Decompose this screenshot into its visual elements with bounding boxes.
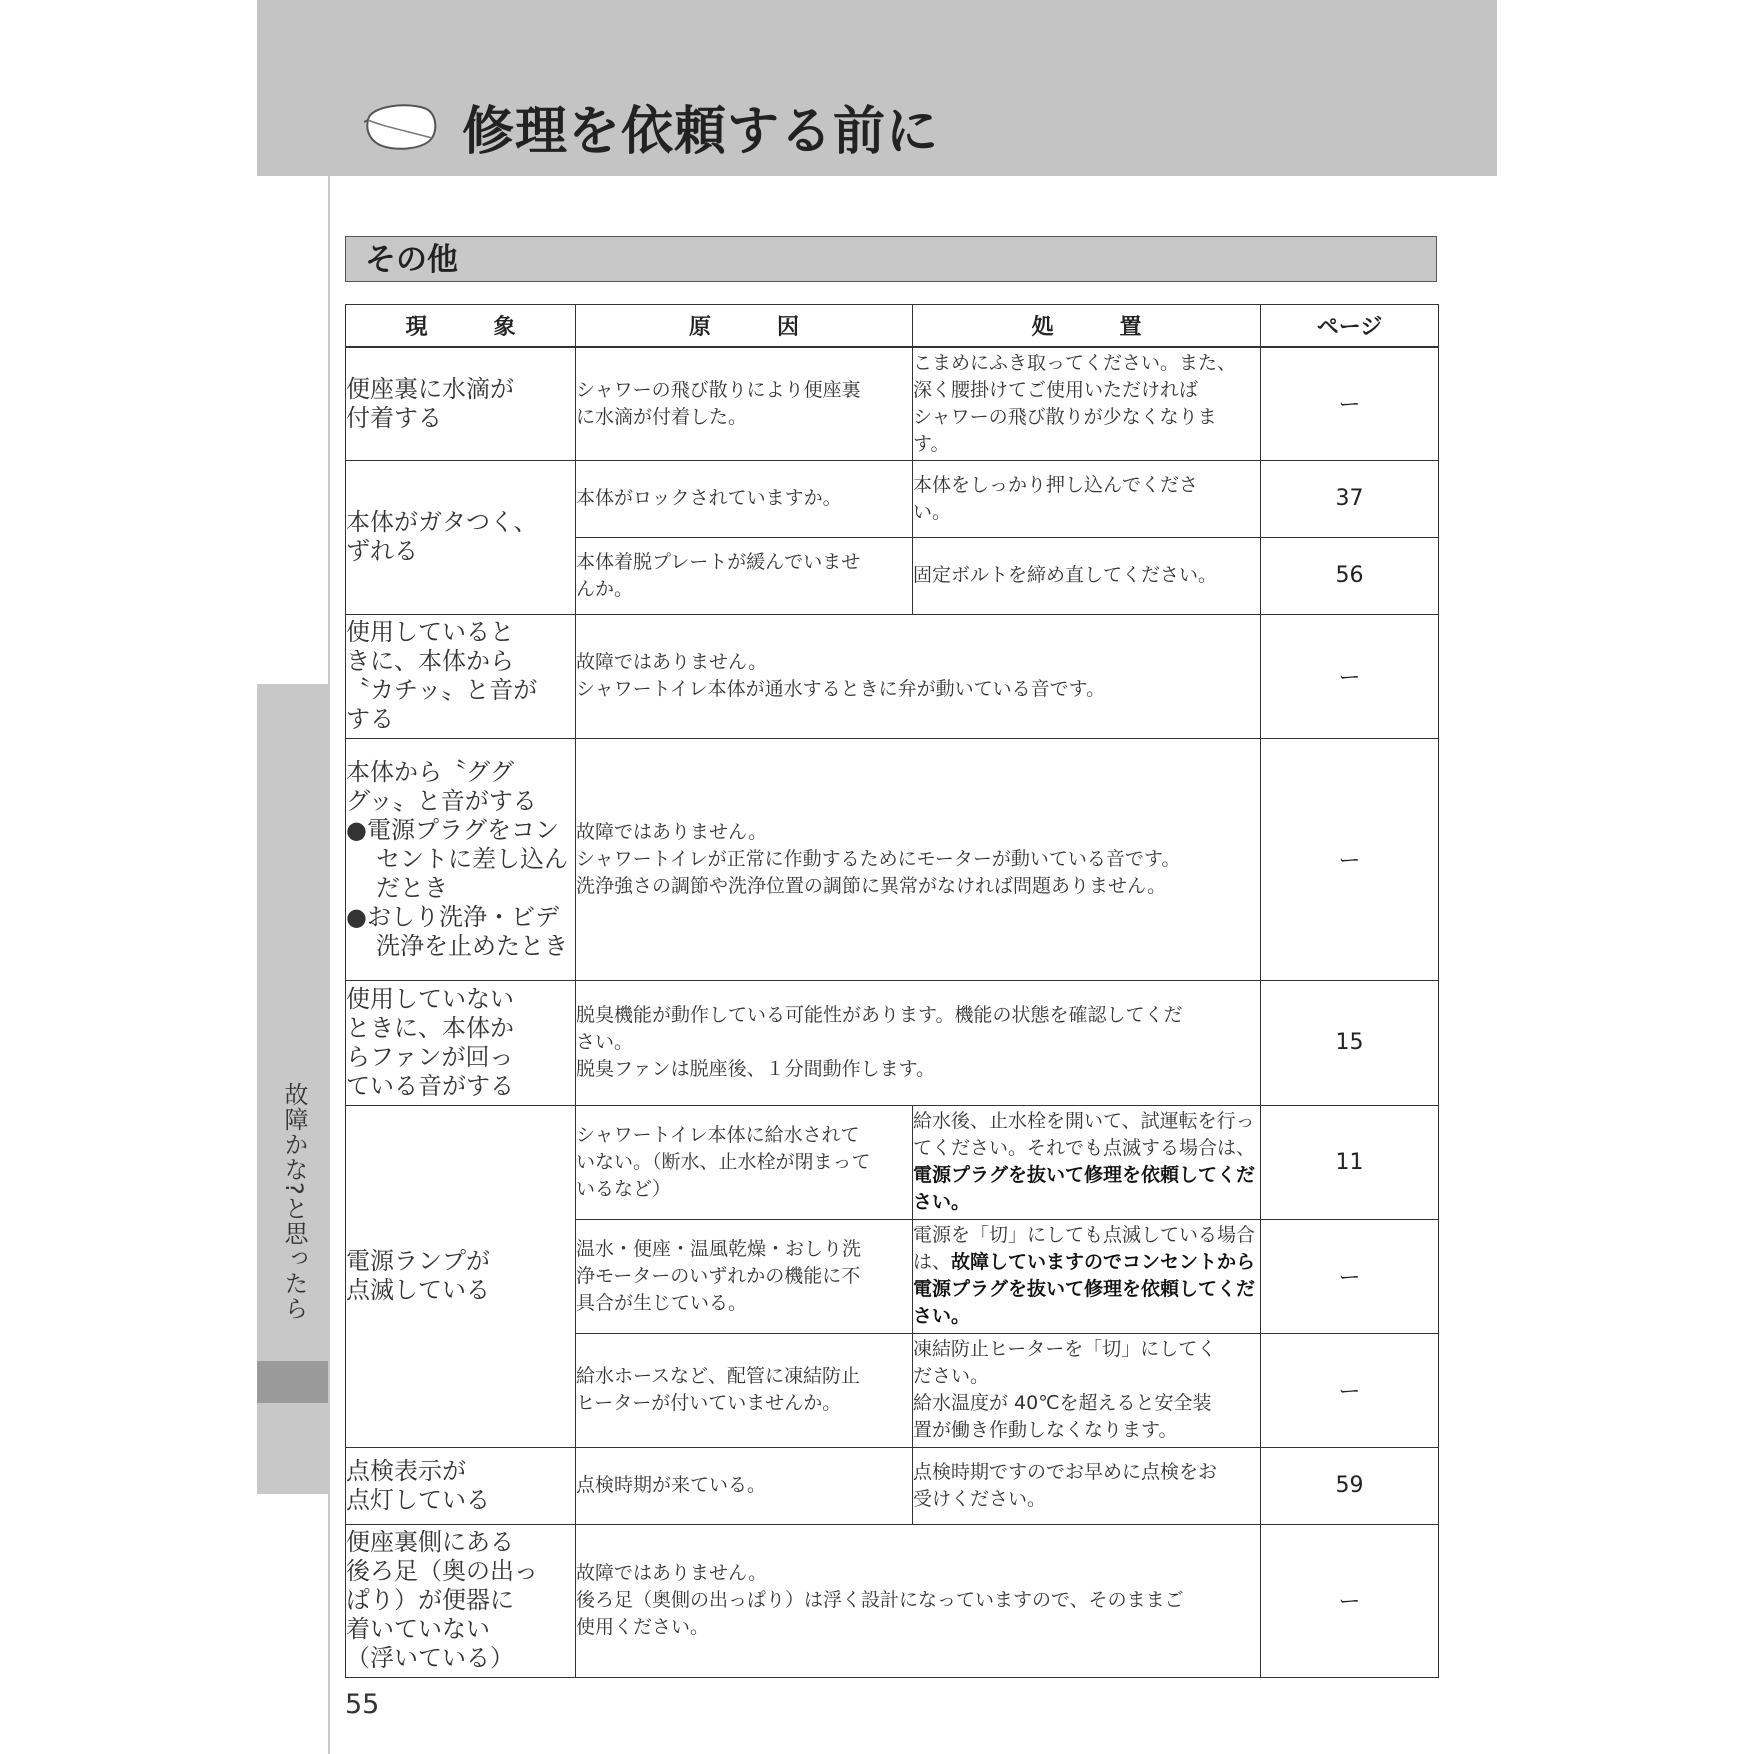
page-title: 修理を依頼する前に xyxy=(462,102,940,162)
cause-cell: 点検時期が来ている。 xyxy=(576,1447,913,1524)
table-row xyxy=(346,1447,1439,1524)
page-cell: ー xyxy=(1261,614,1439,738)
symptom-cell: 点検表示が 点灯している xyxy=(346,1447,576,1524)
page-cell: 37 xyxy=(1261,460,1439,537)
remedy-cell: 電源を「切」にしても点滅している場合は、故障していますのでコンセントから電源プラグを抜いて修理を依頼してください。 xyxy=(913,1219,1261,1333)
left-rule xyxy=(328,176,330,1754)
cause-cell: シャワートイレ本体に給水されて いない。（断水、止水栓が閉まって いるなど） xyxy=(576,1105,913,1219)
page-cell: 56 xyxy=(1261,537,1439,614)
remedy-cell: 点検時期ですのでお早めに点検をお 受けください。 xyxy=(913,1447,1261,1524)
cause-cell: 本体がロックされていますか。 xyxy=(576,460,913,537)
symptom-cell: 便座裏に水滴が 付着する xyxy=(346,347,576,460)
side-tab-label: 故障かな?と思ったら xyxy=(280,1082,308,1321)
symptom-cell: 便座裏側にある 後ろ足（奥の出っ ぱり）が便器に 着いていない （浮いている） xyxy=(346,1524,576,1677)
page-cell: ー xyxy=(1261,1333,1439,1447)
emphasis-text: 電源プラグを抜いて修理を依頼してください。 xyxy=(913,1164,1256,1213)
remedy-cell: 本体をしっかり押し込んでくださ い。 xyxy=(913,460,1261,537)
page-cell: 15 xyxy=(1261,980,1439,1105)
table-row xyxy=(346,347,1439,460)
symptom-cell: 使用していない ときに、本体か らファンが回っ ている音がする xyxy=(346,980,576,1105)
table-row xyxy=(346,1524,1439,1677)
page-cell: ー xyxy=(1261,738,1439,980)
symptom-cell: 本体から〝ググ グッ〟と音がする ●電源プラグをコンセントに差し込んだとき ●おしり洗浄・ビデ洗浄を止めたとき xyxy=(346,738,576,980)
page-cell: 59 xyxy=(1261,1447,1439,1524)
troubleshooting-table xyxy=(345,304,1439,1678)
symptom-cell: 本体がガタつく、 ずれる xyxy=(346,460,576,614)
remedy-cell: 凍結防止ヒーターを「切」にしてく ださい。 給水温度が 40℃を超えると安全装 置が働き作動しなくなります。 xyxy=(913,1333,1261,1447)
explanation-cell: 故障ではありません。 シャワートイレ本体が通水するときに弁が動いている音です。 xyxy=(576,614,1261,738)
table-row xyxy=(346,980,1439,1105)
explanation-cell: 故障ではありません。 後ろ足（奥側の出っぱり）は浮く設計になっていますので、そのままご 使用ください。 xyxy=(576,1524,1261,1677)
header-cause: 原 因 xyxy=(576,305,913,348)
cause-cell: 温水・便座・温風乾燥・おしり洗 浄モーターのいずれかの機能に不 具合が生じている。 xyxy=(576,1219,913,1333)
header-remedy: 処 置 xyxy=(913,305,1261,348)
remedy-cell: 給水後、止水栓を開いて、試運転を行ってください。それでも点滅する場合は、電源プラグを抜いて修理を依頼してください。 xyxy=(913,1105,1261,1219)
symptom-cell: 電源ランプが 点滅している xyxy=(346,1105,576,1447)
symptom-bullet: ●おしり洗浄・ビデ洗浄を止めたとき xyxy=(346,902,568,960)
table-row xyxy=(346,614,1439,738)
cause-cell: 本体着脱プレートが緩んでいませ んか。 xyxy=(576,537,913,614)
remedy-cell: 固定ボルトを締め直してください。 xyxy=(913,537,1261,614)
header-symptom: 現 象 xyxy=(346,305,576,348)
page-number: 55 xyxy=(345,1689,380,1720)
toilet-seat-icon xyxy=(362,100,438,156)
header-page: ページ xyxy=(1261,305,1439,348)
page-cell: 11 xyxy=(1261,1105,1439,1219)
table-row xyxy=(346,1105,1439,1219)
table-row xyxy=(346,738,1439,980)
side-tab-marker xyxy=(257,1361,328,1403)
explanation-cell: 脱臭機能が動作している可能性があります。機能の状態を確認してくだ さい。 脱臭ファンは脱座後、１分間動作します。 xyxy=(576,980,1261,1105)
section-title: その他 xyxy=(365,242,458,278)
page-cell: ー xyxy=(1261,1524,1439,1677)
page-cell: ー xyxy=(1261,1219,1439,1333)
table-header-row xyxy=(346,305,1439,348)
cause-cell: 給水ホースなど、配管に凍結防止 ヒーターが付いていませんか。 xyxy=(576,1333,913,1447)
table-row xyxy=(346,460,1439,537)
cause-cell: シャワーの飛び散りにより便座裏 に水滴が付着した。 xyxy=(576,347,913,460)
remedy-cell: こまめにふき取ってください。また、 深く腰掛けてご使用いただければ シャワーの飛び散りが少なくなりま す。 xyxy=(913,347,1261,460)
page-cell: ー xyxy=(1261,347,1439,460)
emphasis-text: 故障していますのでコンセントから電源プラグを抜いて修理を依頼してください。 xyxy=(913,1251,1256,1327)
symptom-bullet: ●電源プラグをコンセントに差し込んだとき xyxy=(346,815,568,902)
symptom-cell: 使用していると きに、本体から 〝カチッ〟と音が する xyxy=(346,614,576,738)
explanation-cell: 故障ではありません。 シャワートイレが正常に作動するためにモーターが動いている音です。 洗浄強さの調節や洗浄位置の調節に異常がなければ問題ありません。 xyxy=(576,738,1261,980)
section-header xyxy=(345,236,1437,282)
